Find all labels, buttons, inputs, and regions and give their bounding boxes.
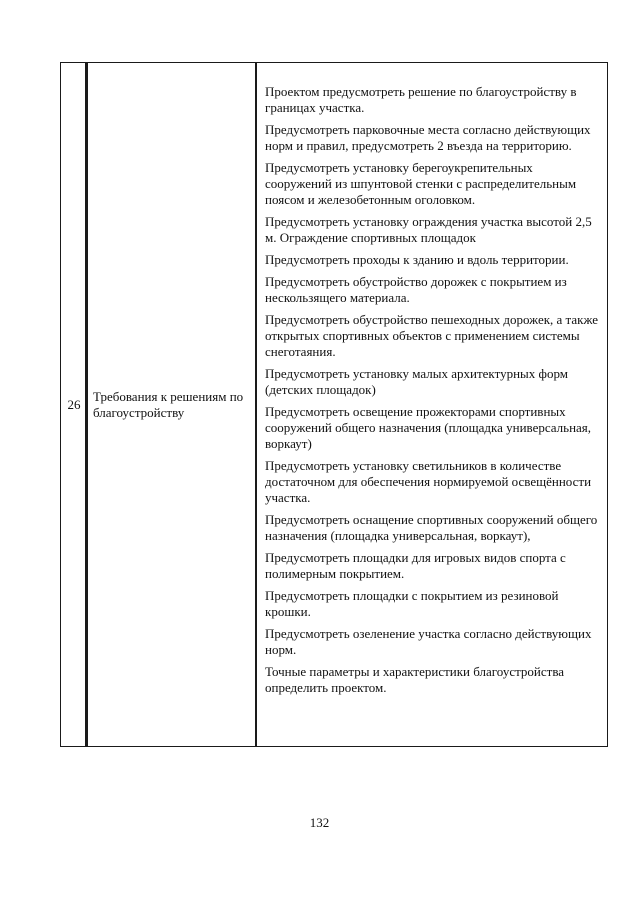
row-number-cell	[61, 63, 88, 747]
requirement-paragraph: Предусмотреть площадки с покрытием из резиновой крошки.	[265, 588, 559, 619]
requirement-paragraph: Предусмотреть оснащение спортивных сооружений общего назначения (площадка универсальная, воркаут),	[265, 512, 598, 543]
table-row	[61, 63, 608, 747]
requirement-paragraph: Предусмотреть установку светильников в количестве достаточном для обеспечения нормируемой освещённости участка.	[265, 458, 592, 505]
requirement-paragraph: Предусмотреть площадки для игровых видов спорта с полимерным покрытием.	[265, 550, 566, 581]
requirement-paragraph: Предусмотреть установку ограждения участка высотой 2,5 м. Ограждение спортивных площадок	[265, 214, 592, 245]
requirement-paragraph: Предусмотреть установку берегоукрепительных сооружений из шпунтовой стенки с распределительным поясом и железобетонным оголовком.	[265, 160, 577, 207]
page-number: 132	[309, 815, 330, 830]
row-description-cell	[257, 63, 608, 747]
requirement-paragraph: Предусмотреть обустройство пешеходных дорожек, а также открытых спортивных объектов с применением системы снеготаяния.	[265, 312, 599, 359]
requirement-paragraph: Предусмотреть проходы к зданию и вдоль территории.	[265, 252, 569, 267]
row-name: Требования к решениям по благоустройству	[93, 388, 244, 420]
row-name-cell	[88, 63, 257, 747]
row-number: 26	[67, 396, 81, 412]
requirement-paragraph: Предусмотреть озеленение участка согласно действующих норм.	[265, 626, 592, 657]
requirement-paragraph: Предусмотреть обустройство дорожек с покрытием из нескользящего материала.	[265, 274, 567, 305]
requirement-paragraph: Предусмотреть освещение прожекторами спортивных сооружений общего назначения (площадка универсальная, воркаут)	[265, 404, 592, 451]
requirement-paragraph: Проектом предусмотреть решение по благоустройству в границах участка.	[265, 84, 577, 115]
requirements-table	[60, 62, 608, 747]
requirement-paragraph: Предусмотреть парковочные места согласно действующих норм и правил, предусмотреть 2 въезда на территорию.	[265, 122, 591, 153]
requirement-paragraph: Точные параметры и характеристики благоустройства определить проектом.	[265, 664, 565, 695]
requirement-paragraph: Предусмотреть установку малых архитектурных форм (детских площадок)	[265, 366, 568, 397]
